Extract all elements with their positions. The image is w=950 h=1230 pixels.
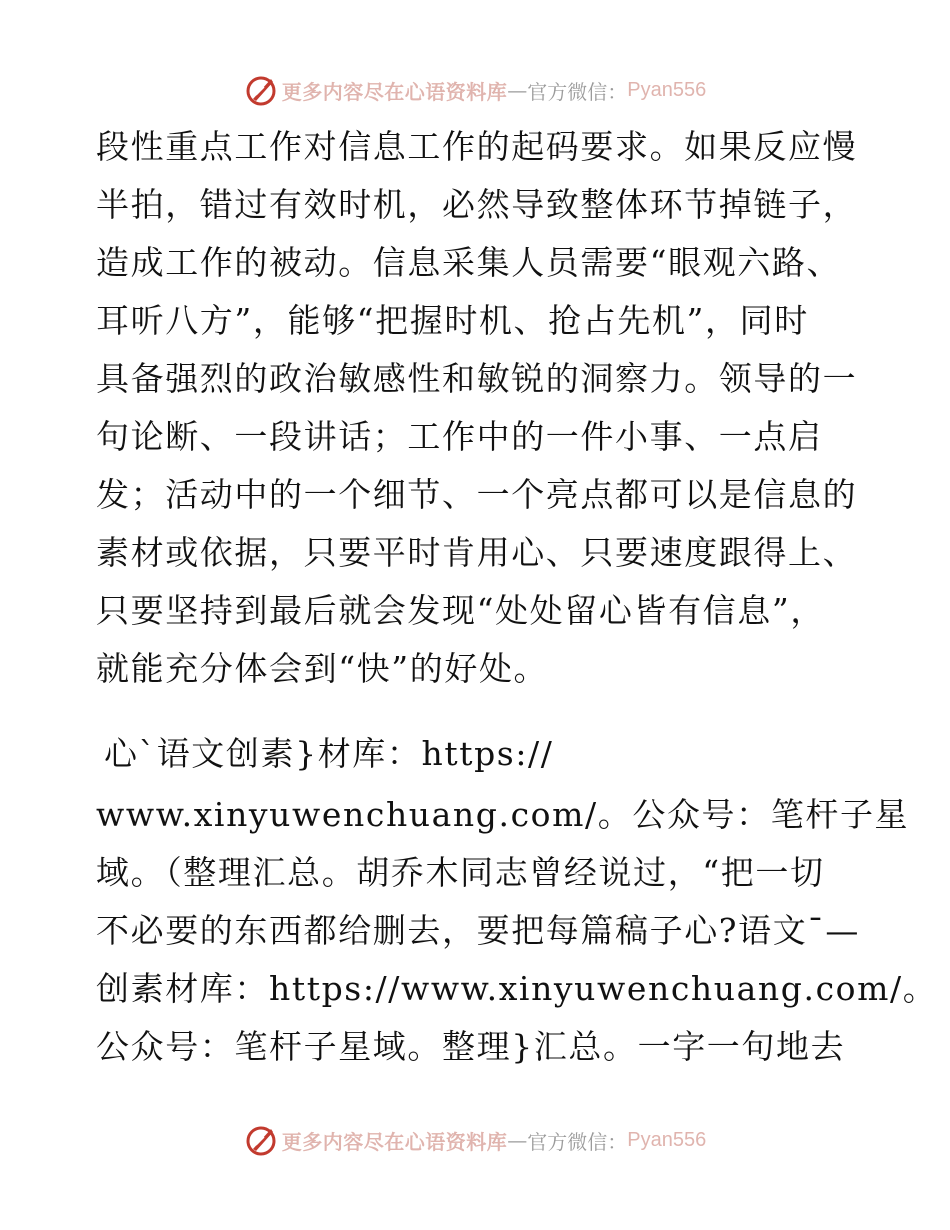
quill-pen-logo-icon — [244, 1123, 278, 1157]
banner-dash: — — [507, 1128, 528, 1152]
banner-dash: — — [507, 78, 528, 102]
text-line: 域。（整理汇总。胡乔木同志曾经说过，“把一切 — [96, 853, 825, 892]
banner-label: 官方微信： — [527, 79, 628, 104]
text-line: 就能充分体会到“快”的好处。 — [96, 649, 549, 688]
text-line: 心`语文创素}材库：https:// — [104, 734, 554, 773]
paragraph-2 — [96, 722, 938, 1076]
header-watermark — [0, 68, 950, 112]
text-line: 素材或依据，只要平时肯用心、只要速度跟得上、 — [96, 533, 858, 572]
text-line: 公众号：笔杆子星域。整理}汇总。一字一句地去 — [96, 1027, 846, 1066]
text-line: 段性重点工作对信息工作的起码要求。如果反应慢 — [96, 127, 858, 166]
footer-watermark — [0, 1118, 950, 1162]
quill-pen-logo-icon — [244, 73, 278, 107]
text-line: 耳听八方”，能够“把握时机、抢占先机”，同时 — [96, 301, 809, 340]
banner-text: 更多内容尽在心语资料库 — [281, 79, 508, 104]
banner-text: 更多内容尽在心语资料库 — [281, 1129, 508, 1154]
text-line: 具备强烈的政治敏感性和敏锐的洞察力。领导的一 — [96, 359, 858, 398]
text-line: 句论断、一段讲话；工作中的一件小事、一点启 — [96, 417, 823, 456]
text-line: 创素材库：https://www.xinyuwenchuang.com/。 — [96, 969, 938, 1008]
text-line: 造成工作的被动。信息采集人员需要“眼观六路、 — [96, 243, 842, 282]
text-line: 半拍，错过有效时机，必然导致整体环节掉链子， — [96, 185, 858, 224]
banner-label: 官方微信： — [527, 1129, 628, 1154]
text-line: 发；活动中的一个细节、一个亮点都可以是信息的 — [96, 475, 858, 514]
text-line: 只要坚持到最后就会发现“处处留心皆有信息”， — [96, 591, 825, 630]
text-line: 不必要的东西都给删去，要把每篇稿子心?语文¯— — [96, 911, 860, 950]
paragraph-1 — [96, 118, 856, 698]
banner-wechat-id: Pyan556 — [627, 1128, 707, 1151]
banner-wechat-id: Pyan556 — [627, 78, 707, 101]
text-line: www.xinyuwenchuang.com/。公众号：笔杆子星 — [96, 795, 910, 834]
